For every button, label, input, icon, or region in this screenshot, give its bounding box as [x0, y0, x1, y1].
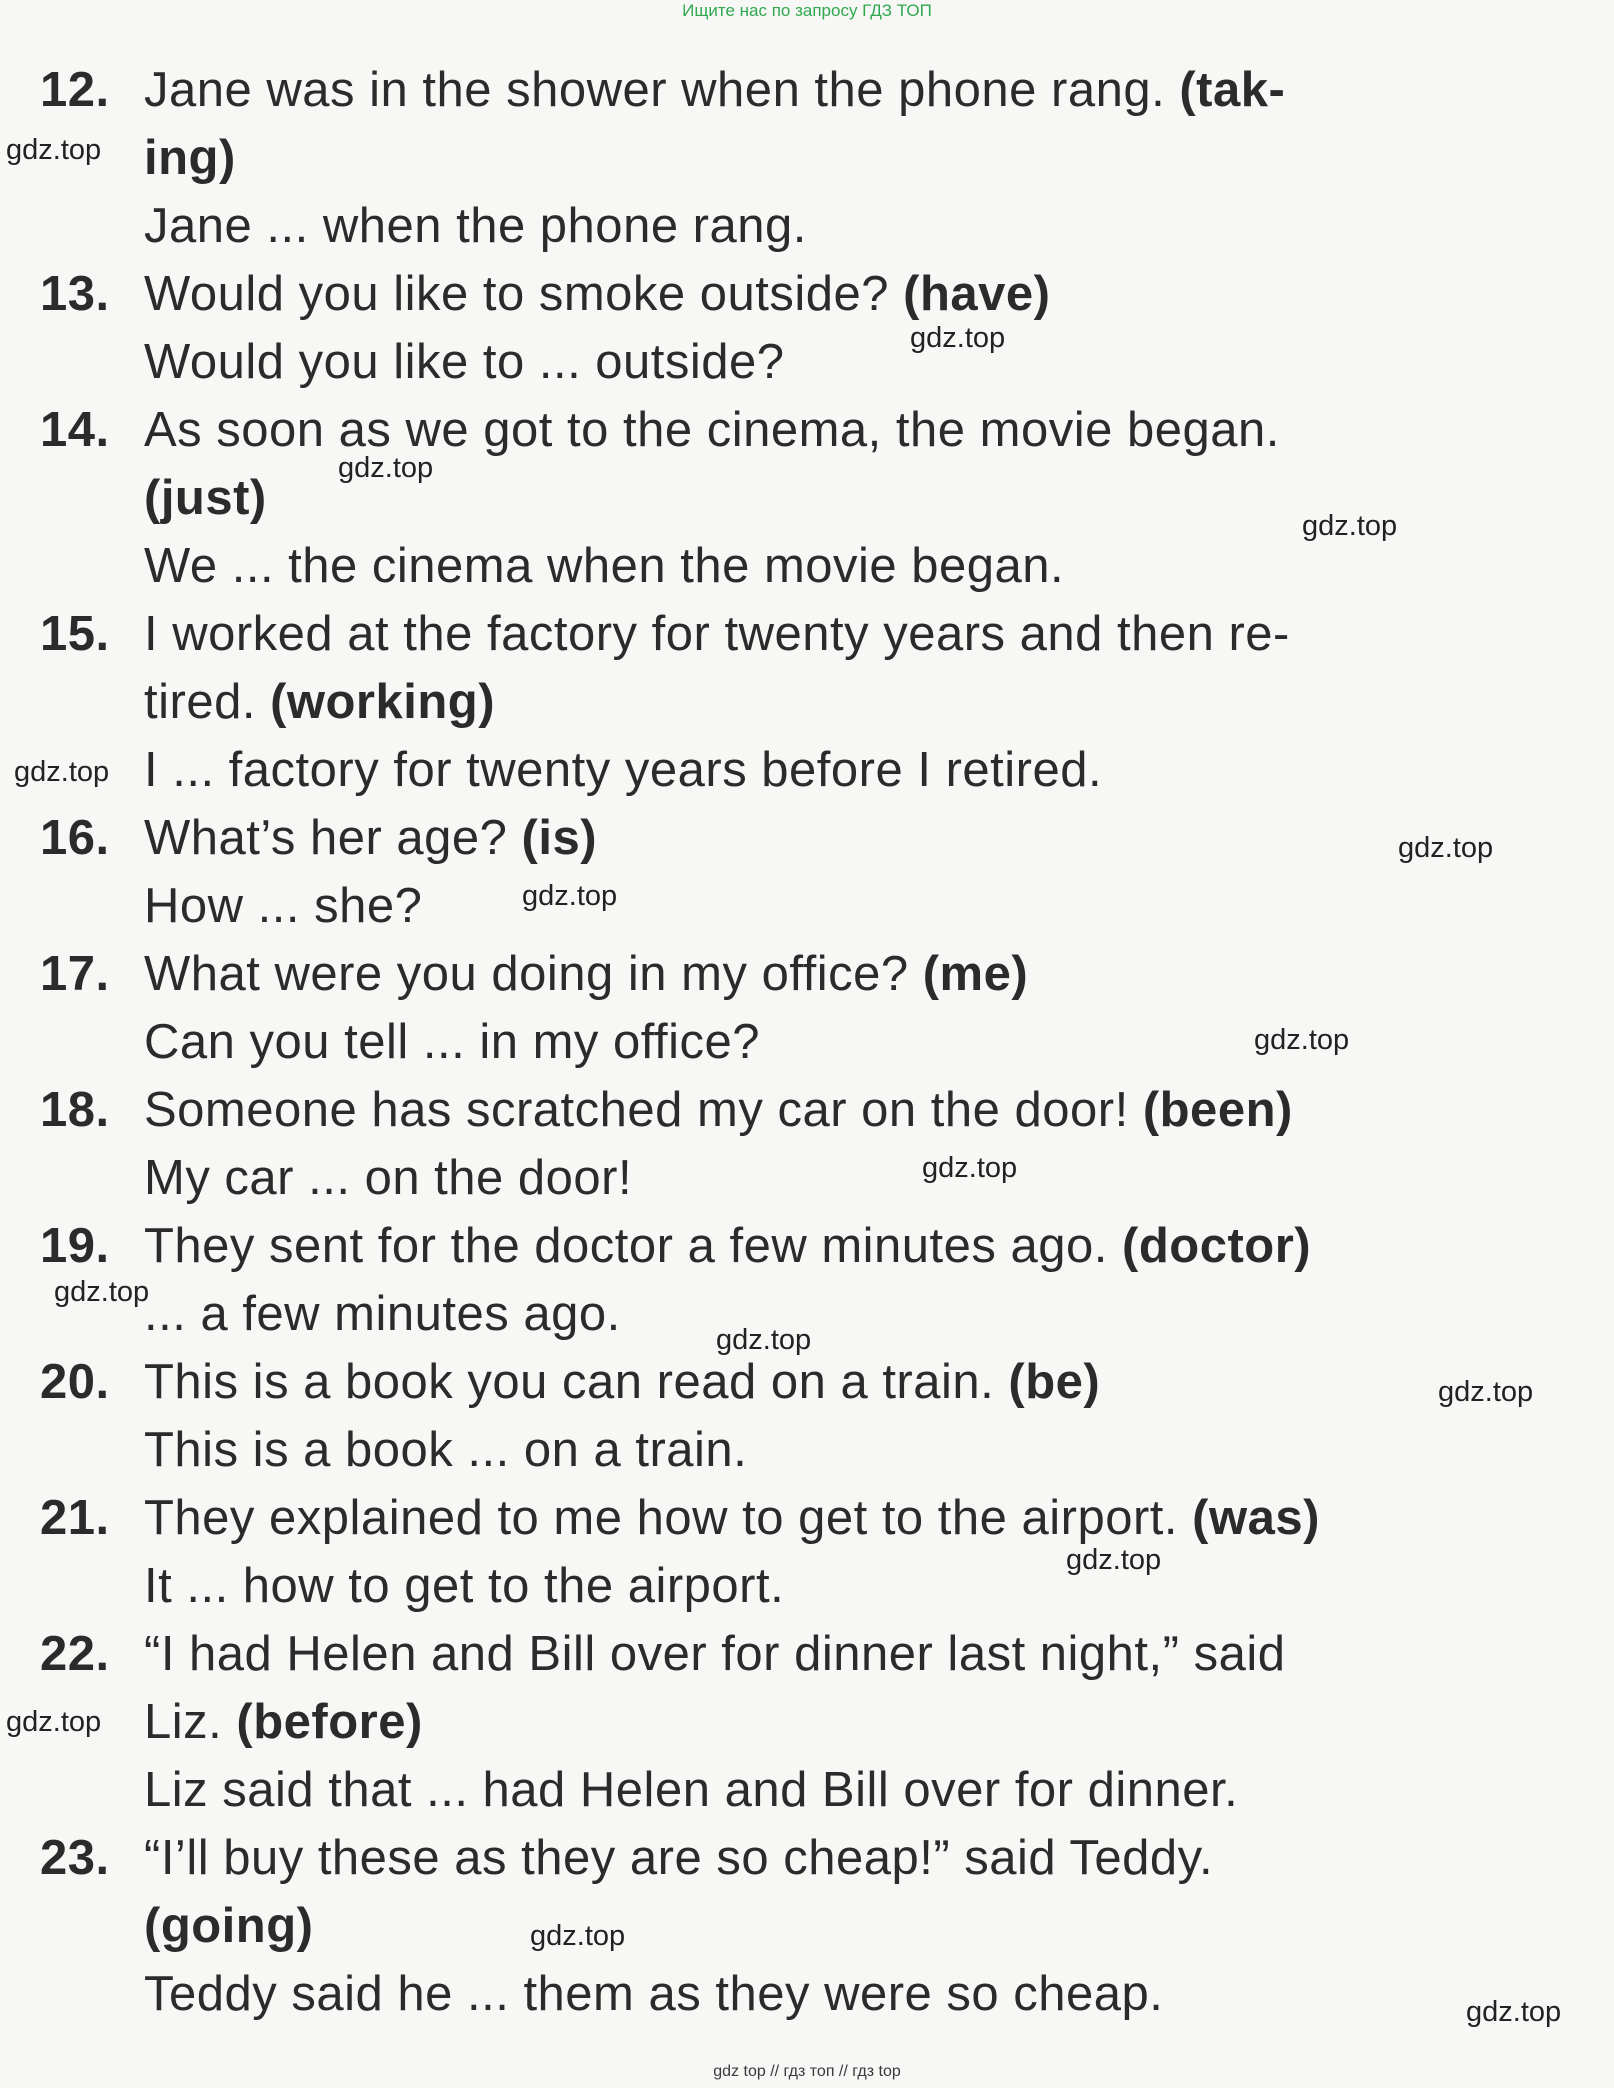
- exercise-sentence: I worked at the factory for twenty years and then re-: [144, 607, 1290, 661]
- exercise-answer-line: Would you like to ... outside?: [144, 335, 785, 389]
- exercise-number: 14.: [40, 403, 110, 457]
- watermark: gdz.top: [54, 1276, 150, 1308]
- exercise-12: [40, 56, 1510, 260]
- exercise-sentence: As soon as we got to the cinema, the movie began.: [144, 403, 1280, 457]
- keyword-prompt: (been): [1142, 1083, 1293, 1137]
- watermark: gdz.top: [1254, 1024, 1350, 1056]
- exercise-sentence: What’s her age? (is): [144, 811, 598, 865]
- exercise-sentence: This is a book you can read on a train. (be): [144, 1355, 1101, 1409]
- exercise-number: 18.: [40, 1083, 110, 1137]
- watermark: gdz.top: [14, 756, 110, 788]
- keyword-prompt: (have): [903, 267, 1051, 321]
- keyword-prompt: (going): [144, 1899, 314, 1953]
- exercise-number: 16.: [40, 811, 110, 865]
- watermark: gdz.top: [716, 1324, 812, 1356]
- keyword-prompt: (tak-: [1179, 63, 1286, 117]
- exercise-answer-line: It ... how to get to the airport.: [144, 1559, 785, 1613]
- exercise-21: [40, 1484, 1510, 1620]
- exercise-number: 20.: [40, 1355, 110, 1409]
- exercise-sentence: They explained to me how to get to the airport. (was): [144, 1491, 1320, 1545]
- watermark: gdz.top: [6, 1706, 102, 1738]
- keyword-prompt: (doctor): [1122, 1219, 1312, 1273]
- exercise-14: [40, 396, 1510, 600]
- bottom-banner: gdz top // гдз топ // гдз top: [713, 2063, 901, 2080]
- exercise-number: 13.: [40, 267, 110, 321]
- exercise-sentence: Jane was in the shower when the phone rang. (tak-: [144, 63, 1286, 117]
- watermark: gdz.top: [338, 452, 434, 484]
- exercise-sentence: Would you like to smoke outside? (have): [144, 267, 1051, 321]
- exercise-sentence: “I’ll buy these as they are so cheap!” said Teddy.: [144, 1831, 1214, 1885]
- exercise-answer-line: Liz said that ... had Helen and Bill over for dinner.: [144, 1763, 1239, 1817]
- exercise-answer-line: We ... the cinema when the movie began.: [144, 539, 1065, 593]
- exercise-answer-line: ... a few minutes ago.: [144, 1287, 621, 1341]
- keyword-prompt: (before): [236, 1695, 423, 1749]
- exercise-13: [40, 260, 1510, 396]
- keyword-prompt: (me): [922, 947, 1029, 1001]
- exercise-15: [40, 600, 1510, 804]
- keyword-prompt: (is): [521, 811, 598, 865]
- exercise-answer-line: My car ... on the door!: [144, 1151, 633, 1205]
- exercise-22: [40, 1620, 1510, 1824]
- watermark: gdz.top: [1302, 510, 1398, 542]
- exercise-number: 22.: [40, 1627, 110, 1681]
- exercise-number: 19.: [40, 1219, 110, 1273]
- exercise-sentence-cont: tired. (working): [144, 675, 496, 729]
- keyword-prompt: (just): [144, 471, 267, 525]
- exercise-number: 12.: [40, 63, 110, 117]
- exercise-answer-line: How ... she?: [144, 879, 423, 933]
- watermark: gdz.top: [1466, 1996, 1562, 2028]
- exercise-number: 17.: [40, 947, 110, 1001]
- keyword-prompt: (be): [1008, 1355, 1101, 1409]
- watermark: gdz.top: [922, 1152, 1018, 1184]
- exercise-sentence: They sent for the doctor a few minutes ago. (doctor): [144, 1219, 1312, 1273]
- exercise-16: [40, 804, 1510, 940]
- exercise-sentence: What were you doing in my office? (me): [144, 947, 1029, 1001]
- exercise-18: [40, 1076, 1510, 1212]
- exercise-number: 15.: [40, 607, 110, 661]
- exercise-answer-line: I ... factory for twenty years before I retired.: [144, 743, 1103, 797]
- watermark: gdz.top: [1438, 1376, 1534, 1408]
- exercise-number: 23.: [40, 1831, 110, 1885]
- top-banner[interactable]: Ищите нас по запросу ГДЗ ТОП: [682, 1, 932, 20]
- exercise-20: [40, 1348, 1510, 1484]
- watermark: gdz.top: [1066, 1544, 1162, 1576]
- exercise-sentence: “I had Helen and Bill over for dinner last night,” said: [144, 1627, 1286, 1681]
- keyword-prompt: (working): [270, 675, 496, 729]
- exercise-sentence-cont: Liz. (before): [144, 1695, 423, 1749]
- watermark: gdz.top: [6, 134, 102, 166]
- exercise-sentence: Someone has scratched my car on the door! (been): [144, 1083, 1293, 1137]
- exercise-answer-line: Can you tell ... in my office?: [144, 1015, 760, 1069]
- watermark: gdz.top: [910, 322, 1006, 354]
- watermark: gdz.top: [522, 880, 618, 912]
- watermark: gdz.top: [530, 1920, 626, 1952]
- exercise-answer-line: Teddy said he ... them as they were so cheap.: [144, 1967, 1164, 2021]
- keyword-prompt: ing): [144, 131, 236, 185]
- exercise-23: [40, 1824, 1510, 2028]
- exercise-answer-line: This is a book ... on a train.: [144, 1423, 748, 1477]
- watermark: gdz.top: [1398, 832, 1494, 864]
- exercise-number: 21.: [40, 1491, 110, 1545]
- keyword-prompt: (was): [1192, 1491, 1320, 1545]
- exercise-answer-line: Jane ... when the phone rang.: [144, 199, 807, 253]
